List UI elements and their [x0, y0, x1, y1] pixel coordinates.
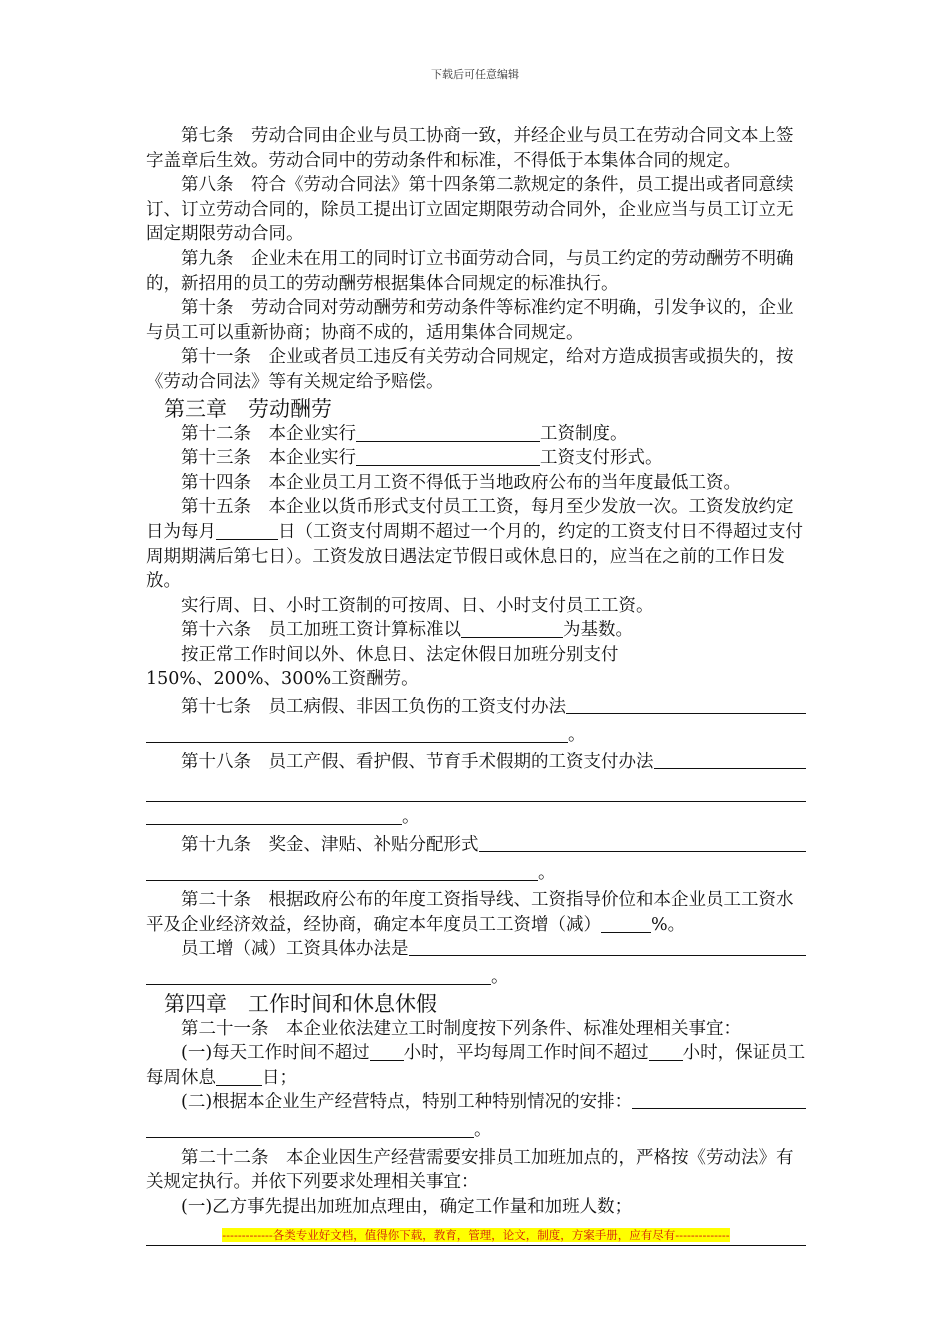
item-1-text: (一)每天工作时间不超过	[181, 1043, 370, 1064]
article-18	[146, 750, 806, 830]
article-17-text: 第十七条 员工病假、非因工负伤的工资支付办法	[181, 697, 566, 718]
blank-field[interactable]	[632, 1090, 806, 1109]
article-17	[146, 695, 806, 747]
article-20	[146, 888, 806, 937]
blank-field[interactable]	[601, 914, 651, 933]
footer-text: -------------各类专业好文档，值得你下载，教育，管理，论文，制度，方案手册，应有尽有--------------	[222, 1228, 730, 1242]
article-15-suffix: 日（工资支付周期不超过一个月的，约定的工资支付日不得超过支付周期期满后第七日）。工资发放日遇法定节假日或休息日的，应当在之前的工作日发放。	[146, 521, 803, 592]
period: 。	[491, 967, 509, 987]
article-14: 第十四条 本企业员工月工资不得低于当地政府公布的当年度最低工资。	[181, 472, 741, 493]
footer-divider	[146, 1245, 806, 1246]
article-13	[146, 446, 806, 471]
article-21-item-2	[146, 1090, 806, 1142]
article-16-text: 第十六条 员工加班工资计算标准以	[181, 620, 461, 641]
period: 。	[538, 862, 556, 883]
blank-field[interactable]	[649, 1043, 683, 1062]
page-header: 下载后可任意编辑	[431, 68, 519, 81]
article-12-suffix: 工资制度。	[540, 423, 628, 444]
article-13-suffix: 工资支付形式。	[540, 448, 663, 469]
item-1-suffix: 日；	[262, 1067, 297, 1088]
article-11: 第十一条 企业或者员工违反有关劳动合同规定，给对方造成损害或损失的，按《劳动合同法》等有关规定给予赔偿。	[146, 347, 794, 392]
article-21-item-1	[146, 1041, 806, 1090]
article-16-rate: 按正常工作时间以外、休息日、法定休假日加班分别支付	[181, 644, 619, 665]
article-13-text: 第十三条 本企业实行	[181, 448, 356, 469]
article-12-text: 第十二条 本企业实行	[181, 423, 356, 444]
blank-field[interactable]	[654, 750, 807, 769]
item-1-mid: 小时，平均每周工作时间不超过	[403, 1043, 649, 1064]
blank-field[interactable]	[216, 1067, 262, 1086]
article-21: 第二十一条 本企业依法建立工时制度按下列条件、标准处理相关事宜：	[181, 1018, 741, 1039]
article-10: 第十条 劳动合同对劳动酬劳和劳动条件等标准约定不明确，引发争议的，企业与员工可以重新协商；协商不成的，适用集体合同规定。	[146, 298, 794, 343]
blank-field[interactable]	[461, 620, 563, 639]
article-20-suffix: %。	[651, 914, 686, 935]
blank-field[interactable]	[356, 448, 540, 467]
article-8: 第八条 符合《劳动合同法》第十四条第二款规定的条件，员工提出或者同意续订、订立劳动合同的，除员工提出订立固定期限劳动合同外，企业应当与员工订立无固定期限劳动合同。	[146, 175, 794, 245]
article-22-item-1: (一)乙方事先提出加班加点理由，确定工作量和加班人数；	[181, 1196, 633, 1217]
blank-field[interactable]	[356, 423, 540, 442]
blank-field[interactable]	[479, 833, 807, 852]
period: 。	[568, 724, 586, 745]
blank-field[interactable]	[216, 521, 278, 540]
blank-field[interactable]	[146, 862, 538, 881]
article-22: 第二十二条 本企业因生产经营需要安排员工加班加点的，严格按《劳动法》有关规定执行。并依下列要求处理相关事宜：	[146, 1147, 794, 1193]
article-7: 第七条 劳动合同由企业与员工协商一致，并经企业与员工在劳动合同文本上签字盖章后生效。劳动合同中的劳动条件和标准，不得低于本集体合同的规定。	[146, 126, 794, 171]
article-12	[146, 422, 806, 447]
document-body	[146, 124, 806, 1219]
chapter-3-heading: 第三章 劳动酬劳	[164, 396, 332, 421]
blank-line[interactable]	[146, 778, 806, 803]
blank-field[interactable]	[146, 967, 491, 986]
chapter-4-heading: 第四章 工作时间和休息休假	[164, 991, 437, 1016]
article-18-text: 第十八条 员工产假、看护假、节育手术假期的工资支付办法	[181, 752, 654, 773]
article-15-text: 第十五条 本企业以货币形式支付员工工资，每月至少发放一次。工资发放约定日为每月	[146, 497, 794, 542]
article-19	[146, 833, 806, 885]
period: 。	[474, 1119, 492, 1140]
article-20-method-text: 员工增（减）工资具体办法是	[181, 939, 409, 960]
article-16	[146, 618, 806, 643]
article-15	[146, 495, 806, 593]
article-15-note: 实行周、日、小时工资制的可按周、日、小时支付员工工资。	[181, 595, 654, 616]
article-19-text: 第十九条 奖金、津贴、补贴分配形式	[181, 835, 479, 856]
article-20-text: 第二十条 根据政府公布的年度工资指导线、工资指导价位和本企业员工工资水平及企业经济效益，经协商，确定本年度员工工资增（减）	[146, 890, 794, 935]
item-2-text: (二)根据本企业生产经营特点，特别工种特别情况的安排：	[181, 1092, 633, 1113]
blank-field[interactable]	[370, 1043, 404, 1062]
blank-field[interactable]	[146, 1119, 474, 1138]
blank-field[interactable]	[146, 807, 402, 826]
blank-field[interactable]	[566, 695, 806, 714]
article-16-suffix: 为基数。	[563, 620, 633, 641]
blank-field[interactable]	[409, 937, 807, 956]
item-1-mid2: 小时，保证员工每周休息	[146, 1043, 806, 1088]
article-9: 第九条 企业未在用工的同时订立书面劳动合同，与员工约定的劳动酬劳不明确的，新招用的员工的劳动酬劳根据集体合同规定的标准执行。	[146, 248, 794, 294]
blank-field[interactable]	[146, 724, 568, 743]
footer-banner	[146, 1227, 806, 1243]
article-16-rate-values: 150%、200%、300%工资酬劳。	[146, 669, 419, 690]
article-20-method	[146, 937, 806, 989]
period: 。	[402, 807, 420, 828]
